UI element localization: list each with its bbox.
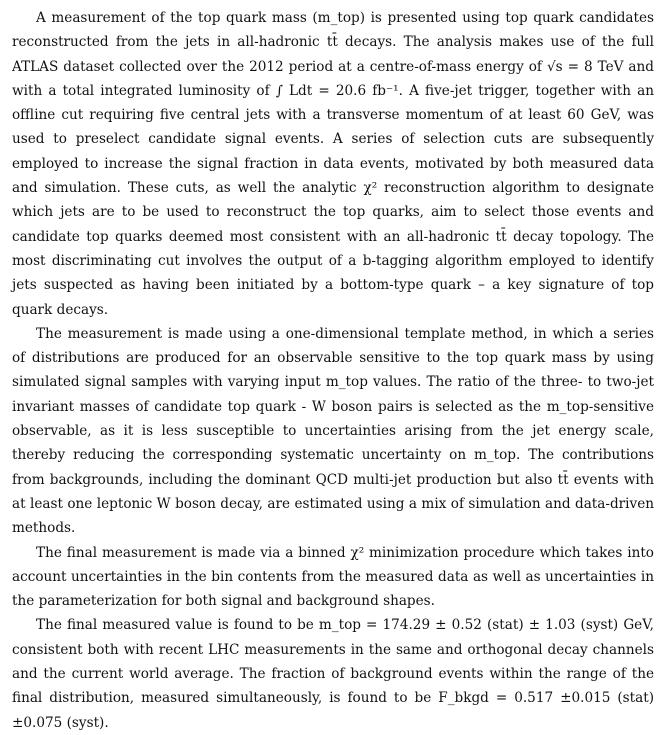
paragraph-4: The final measured value is found to be m_top = 174.29 ± 0.52 (stat) ± 1.03 (syst) GeV, consistent both with recent LHC measurements in the same and orthogonal decay channels and the current world average. The fraction of background events within the range of the final distribution, measured simultaneously, is found to be F_bkgd = 0.517 ±0.015 (stat)±0.075 (syst). [12, 617, 654, 731]
paragraph-3: The final measurement is made via a binned χ² minimization procedure which takes into account uncertainties in the bin contents from the measured data as well as uncertainties in the parameterization for both signal and background shapes. [12, 544, 654, 610]
paragraph-1: A measurement of the top quark mass (m_top) is presented using top quark candidates reconstructed from the jets in all-hadronic tt̄ decays. The analysis makes use of the full ATLAS dataset collected over the 2012 period at a centre-of-mass energy of √s = 8 TeV and with a total integrated luminosity of ∫ Ldt = 20.6 fb⁻¹. A five-jet trigger, together with an offline cut requiring five central jets with a transverse momentum of at least 60 GeV, was used to preselect candidate signal events. A series of selection cuts are subsequently employed to increase the signal fraction in data events, motivated by both measured data and simulation. These cuts, as well the analytic χ² reconstruction algorithm to designate which jets are to be used to reconstruct the top quarks, aim to select those events and candidate top quarks deemed most consistent with an all-hadronic tt̄ decay topology. The most discriminating cut involves the output of a b-tagging algorithm employed to identify jets suspected as having been initiated by a bottom-type quark – a key signature of top quark decays. [12, 10, 654, 318]
paragraph-2: The measurement is made using a one-dimensional template method, in which a series of distributions are produced for an observable sensitive to the top quark mass by using simulated signal samples with varying input m_top values. The ratio of the three- to two-jet invariant masses of candidate top quark - W boson pairs is selected as the m_top-sensitive observable, as it is less susceptible to uncertainties arising from the jet energy scale, thereby reducing the corresponding systematic uncertainty on m_top. The contributions from backgrounds, including the dominant QCD multi-jet production but also tt̄ events with at least one leptonic W boson decay, are estimated using a mix of simulation and data-driven methods. [12, 325, 654, 537]
